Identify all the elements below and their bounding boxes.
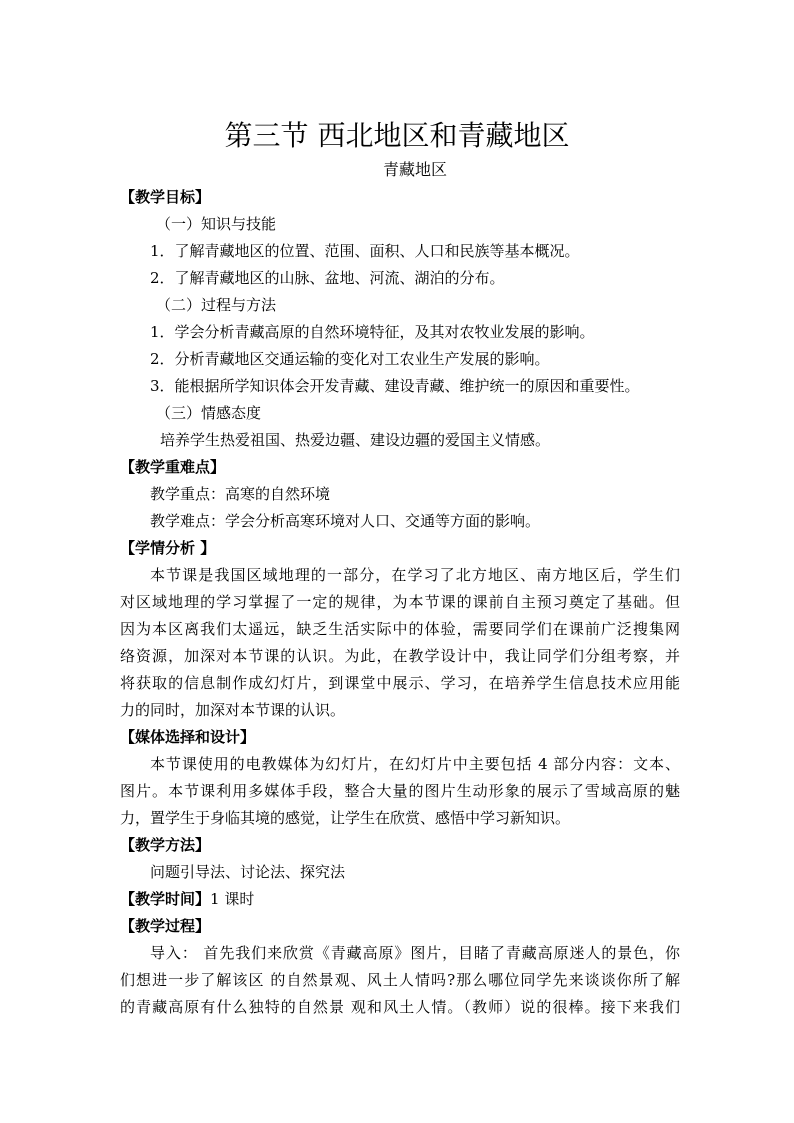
focus-key-point: 教学重点：高寒的自然环境 <box>150 485 331 503</box>
objectives-sub-process: （二）过程与方法 <box>156 296 277 314</box>
objectives-process-item: 1．学会分析青藏高原的自然环境特征，及其对农牧业发展的影响。 <box>150 323 595 341</box>
time-value: 1 课时 <box>210 890 255 908</box>
analysis-line: 本节课是我国区域地理的一部分，在学习了北方地区、南方地区后，学生们 <box>150 566 680 584</box>
page-subtitle: 青藏地区 <box>382 160 447 179</box>
media-line: 力，置学生于身临其境的感觉，让学生在欣赏、感悟中学习新知识。 <box>120 809 571 827</box>
analysis-line: 对区域地理的学习掌握了一定的规律，为本节课的课前自主预习奠定了基础。但 <box>120 593 680 611</box>
process-line: 们想进一步了解该区 的自然景观、风土人情吗?那么哪位同学先来谈谈你所了解 <box>120 971 680 989</box>
objectives-process-item: 3．能根据所学知识体会开发青藏、建设青藏、维护统一的原因和重要性。 <box>150 377 640 395</box>
analysis-line: 力的同时，加深对本节课的认识。 <box>120 701 346 719</box>
focus-difficult-point: 教学难点：学会分析高寒环境对人口、交通等方面的影响。 <box>150 512 541 530</box>
analysis-line: 络资源，加深对本节课的认识。为此，在教学设计中，我让同学们分组考察，并 <box>120 647 680 665</box>
media-line: 本节课使用的电教媒体为幻灯片，在幻灯片中主要包括 4 部分内容：文本、 <box>150 755 680 773</box>
process-heading: 【教学过程】 <box>120 917 211 935</box>
analysis-line: 将获取的信息制作成幻灯片，到课堂中展示、学习，在培养学生信息技术应用能 <box>120 674 680 692</box>
media-heading: 【媒体选择和设计】 <box>120 728 256 746</box>
objectives-knowledge-item: 2．了解青藏地区的山脉、盆地、河流、湖泊的分布。 <box>150 269 505 287</box>
analysis-heading: 【学情分析 】 <box>120 539 216 557</box>
media-paragraph <box>120 751 680 832</box>
time-heading: 【教学时间】 <box>120 890 211 908</box>
process-line: 的青藏高原有什么独特的自然景 观和风土人情。（教师）说的很棒。接下来我们 <box>120 998 680 1016</box>
analysis-line: 因为本区离我们太遥远，缺乏生活实际中的体验，需要同学们在课前广泛搜集网 <box>120 620 680 638</box>
media-line: 图片。本节课利用多媒体手段，整合大量的图片生动形象的展示了雪域高原的魅 <box>120 782 680 800</box>
objectives-sub-attitude: （三）情感态度 <box>156 404 262 422</box>
time-row <box>120 886 680 913</box>
method-text: 问题引导法、讨论法、探究法 <box>150 863 346 881</box>
objectives-attitude-text: 培养学生热爱祖国、热爱边疆、建设边疆的爱国主义情感。 <box>160 431 551 449</box>
objectives-process-item: 2．分析青藏地区交通运输的变化对工农业生产发展的影响。 <box>150 350 550 368</box>
analysis-paragraph <box>120 562 680 724</box>
document-body <box>120 184 680 1021</box>
process-line: 导入： 首先我们来欣赏《青藏高原》图片，目睹了青藏高原迷人的景色，你 <box>150 944 680 962</box>
focus-heading: 【教学重难点】 <box>120 458 226 476</box>
objectives-knowledge-item: 1．了解青藏地区的位置、范围、面积、人口和民族等基本概况。 <box>150 242 580 260</box>
objectives-heading: 【教学目标】 <box>120 188 211 206</box>
objectives-sub-knowledge: （一）知识与技能 <box>156 215 277 233</box>
method-heading: 【教学方法】 <box>120 836 211 854</box>
process-paragraph <box>120 940 680 1021</box>
page-title: 第三节 西北地区和青藏地区 <box>224 119 570 152</box>
